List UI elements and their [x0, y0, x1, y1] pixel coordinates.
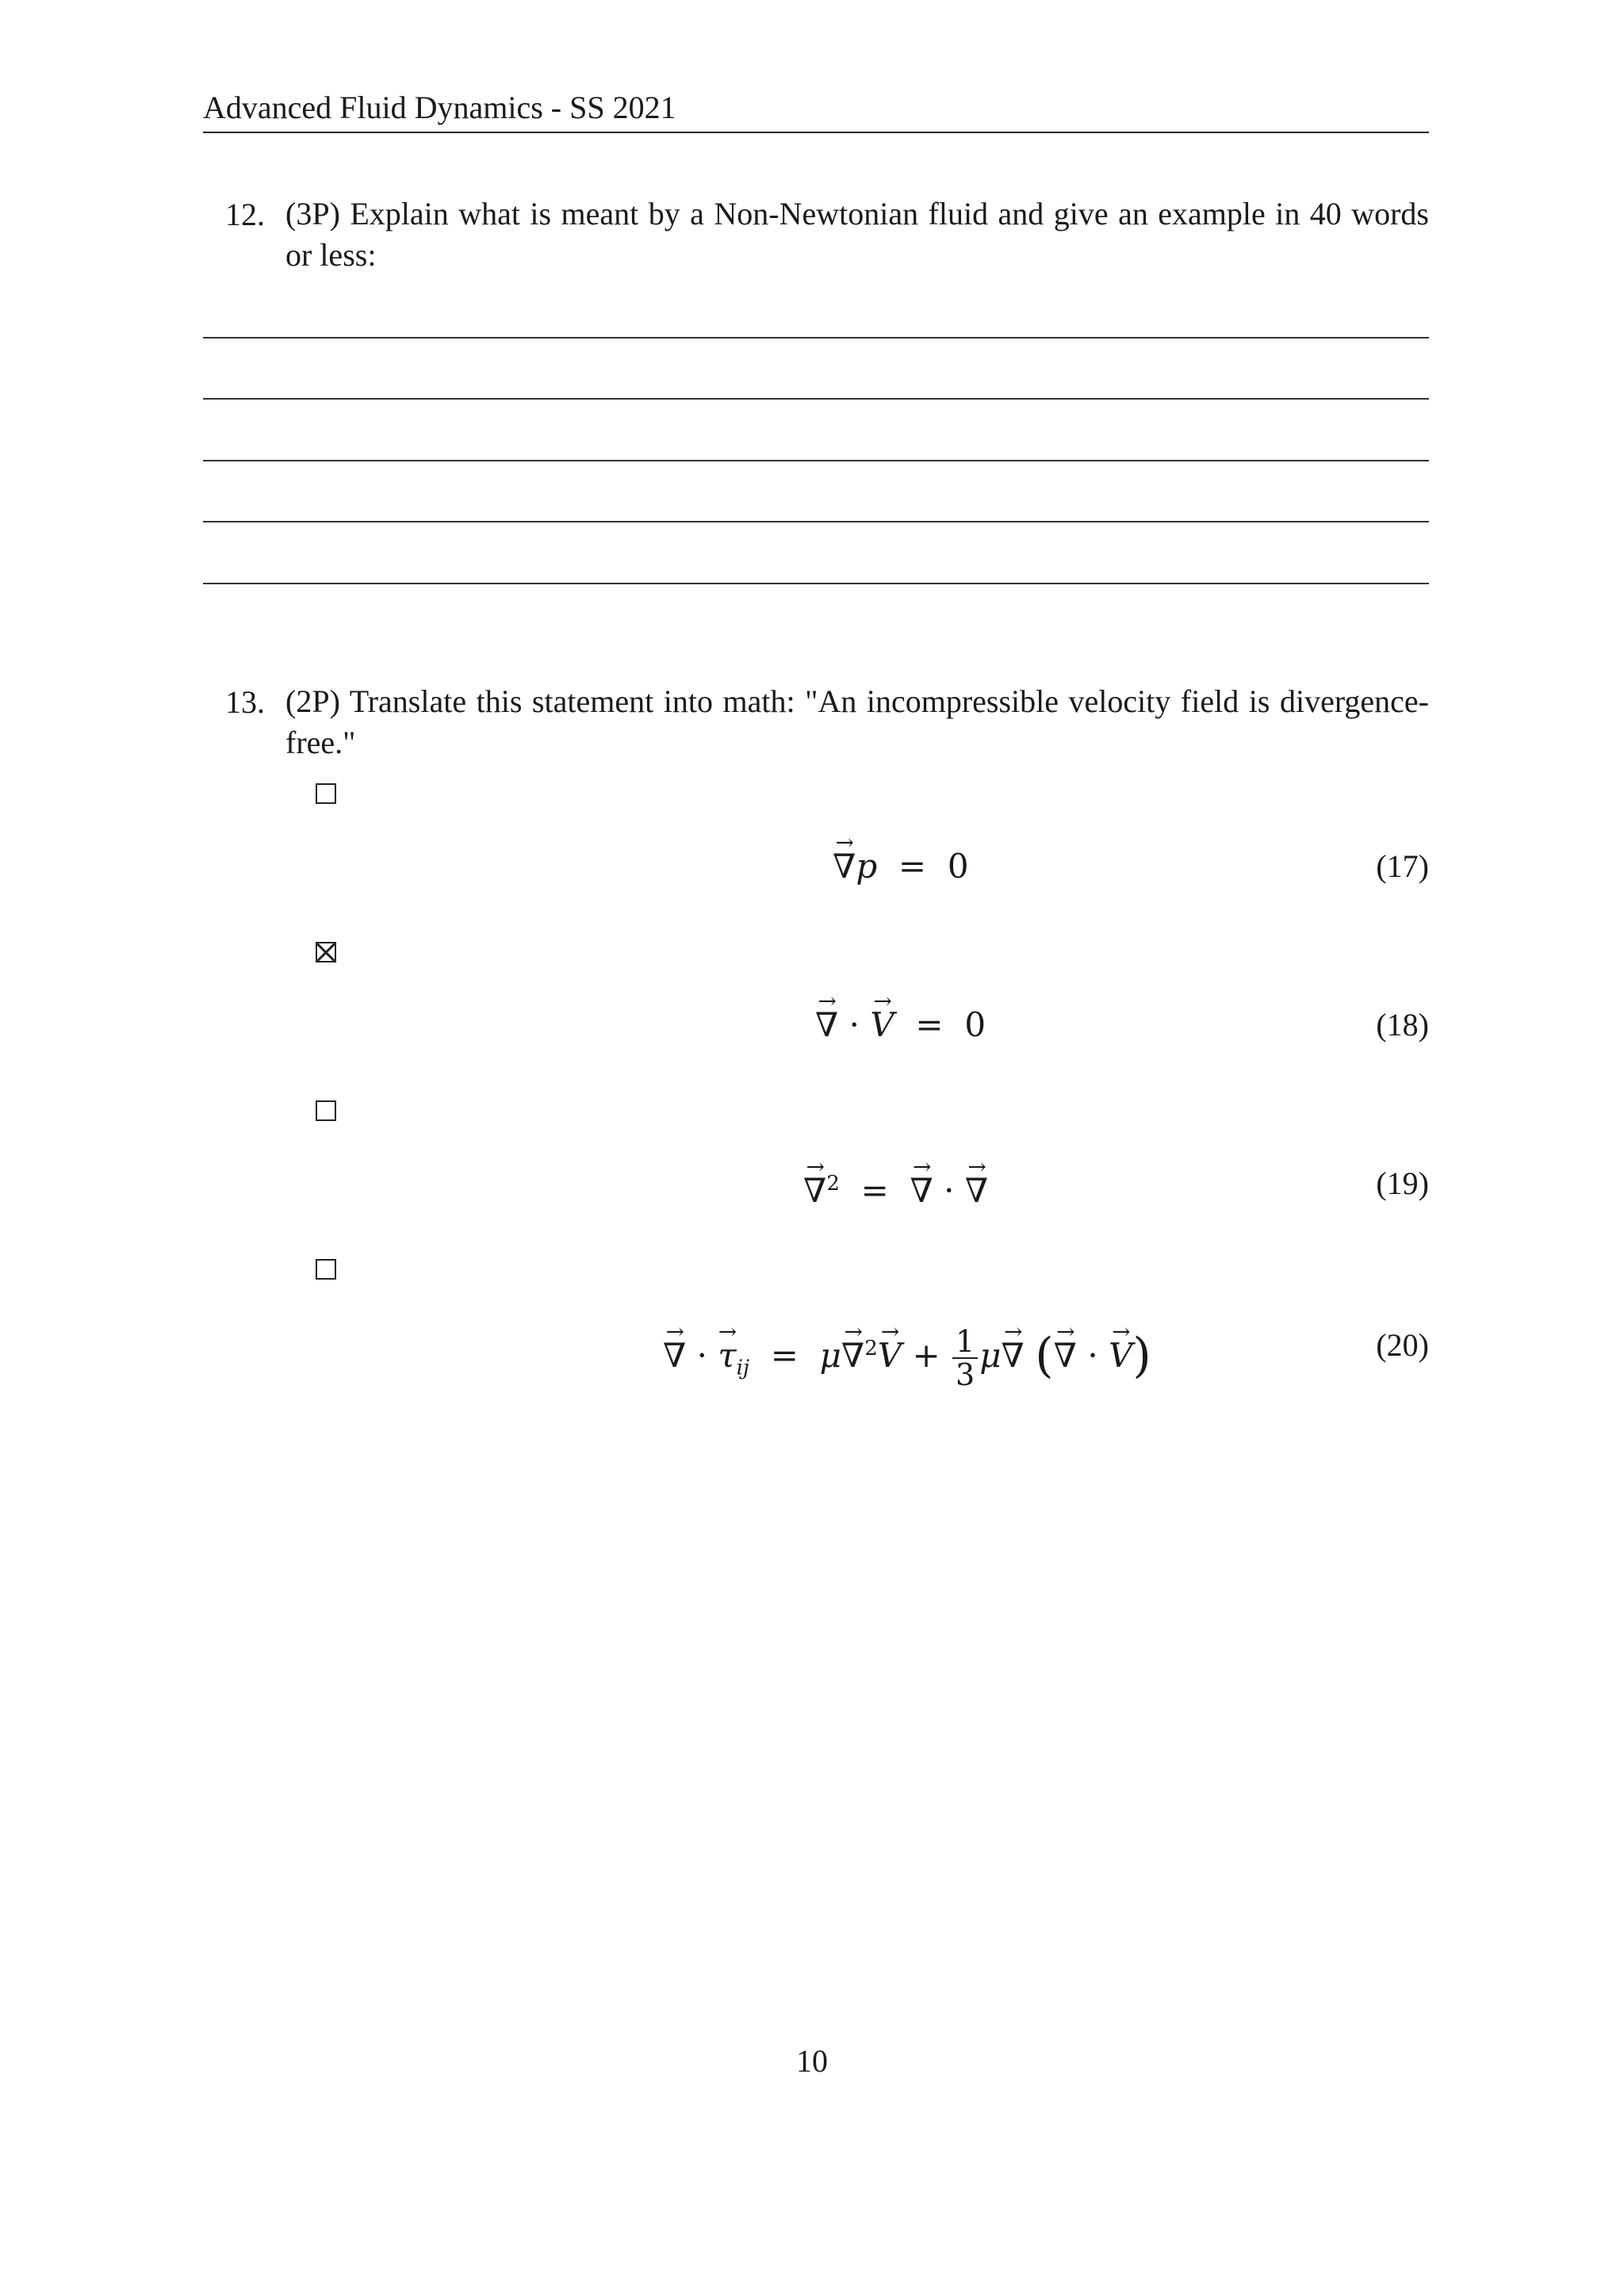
page-header-title: Advanced Fluid Dynamics - SS 2021 [203, 90, 676, 125]
equation-20: → ∇ · → $\tau_{ij} = \mu\to \nabla^2\to V$ + $\frac{1}{3}$ μ→ ∇ (→ ∇ · → V) [663, 1326, 1151, 1391]
header-divider [203, 132, 1429, 133]
answer-line-1[interactable] [203, 337, 1429, 339]
option-20-checkbox[interactable] [316, 1259, 336, 1280]
option-18-checkbox[interactable] [316, 942, 336, 962]
answer-line-2[interactable] [203, 398, 1429, 400]
question-12-text: (3P) Explain what is meant by a Non-Newtonian fluid and give an example in 40 words or less: [285, 196, 1429, 273]
question-13-text: (2P) Translate this statement into math: "An incompressible velocity field is divergence-free." [285, 683, 1429, 760]
page-number: 10 [796, 2043, 828, 2079]
answer-line-4[interactable] [203, 521, 1429, 522]
answer-line-3[interactable] [203, 460, 1429, 461]
equation-18-number: (18) [1376, 1007, 1429, 1043]
answer-line-5[interactable] [203, 583, 1429, 584]
equation-19-number: (19) [1376, 1165, 1429, 1201]
equation-19: → ∇$^2$ = → ∇ · → ∇ [803, 1164, 988, 1211]
equation-20-number: (20) [1376, 1327, 1429, 1363]
option-17-checkbox[interactable] [316, 783, 336, 804]
equation-18: → ∇ · → V = 0 [815, 1005, 986, 1045]
equation-17-number: (17) [1376, 848, 1429, 884]
question-13-number: 13. [225, 684, 265, 720]
question-12-number: 12. [225, 197, 265, 232]
equation-17: → ∇p = 0 [833, 847, 969, 886]
option-19-checkbox[interactable] [316, 1100, 336, 1121]
